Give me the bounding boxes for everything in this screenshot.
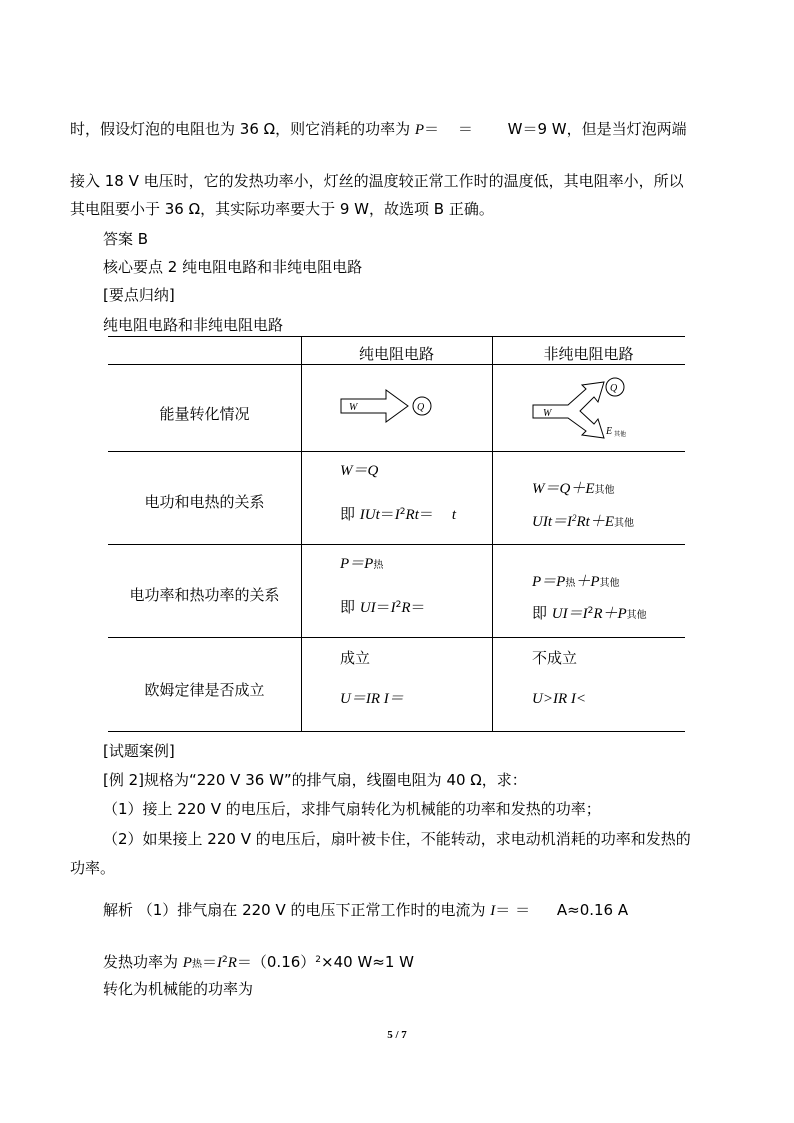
subscript: 其他 (626, 610, 647, 621)
solution-text: 解析 （1）排气扇在 220 V 的电压下正常工作时的电流为 (103, 901, 486, 919)
formula-part: Rt＋E (576, 514, 614, 530)
r3-pure-line2 (340, 595, 426, 618)
example-section-label: [试题案例] (103, 742, 175, 760)
subscript: 其他 (599, 578, 620, 589)
formula-part: I (390, 600, 396, 616)
formula-part: ＋P (575, 574, 600, 590)
w-label: W (349, 402, 358, 413)
symbol-p: P (414, 122, 425, 138)
intro-line-1 (70, 119, 687, 140)
example-question-2-cont: 功率。 (70, 859, 116, 877)
r3-nonpure-line2 (532, 601, 647, 626)
superscript: 2 (221, 955, 228, 965)
pure-energy-diagram (340, 384, 440, 430)
row-label-power: 电功率和热功率的关系 (129, 586, 280, 604)
answer-line: 答案 B (103, 230, 149, 248)
prefix-text: 即 (340, 505, 360, 523)
nonpure-energy-diagram (530, 376, 640, 442)
subscript: 其他 (614, 518, 634, 529)
r3-nonpure-line1 (532, 572, 620, 594)
section-heading: 核心要点 2 纯电阻电路和非纯电阻电路 (103, 258, 363, 276)
row-label-work-heat: 电功和电热的关系 (144, 493, 265, 511)
formula-part: IUt (359, 507, 380, 523)
example-question-2: （2）如果接上 220 V 的电压后，扇叶被卡住，不能转动，求电动机消耗的功率和发热的 (103, 830, 691, 848)
formula-part: ×40 W≈1 W (321, 953, 414, 971)
equals-sign: ＝ (201, 953, 217, 971)
q-label: Q (417, 402, 425, 413)
table-border (108, 637, 685, 638)
superscript: 2 (572, 513, 577, 523)
e-label: E (606, 426, 613, 437)
table-border (301, 336, 302, 732)
prefix-text: 即 (340, 598, 360, 616)
subscript: 热 (373, 560, 384, 571)
formula-part: R＋P (593, 606, 627, 622)
subscript: 其他 (594, 485, 615, 496)
symbol-i: I (490, 903, 496, 919)
summary-label: [要点归纳] (103, 286, 175, 304)
formula-part: UIt＝I (532, 514, 572, 530)
superscript: 2 (315, 955, 322, 965)
formula-part: P＝P (532, 574, 566, 590)
formula-part: ＝（0.16） (236, 953, 316, 971)
e-subscript: 其他 (614, 431, 627, 438)
prefix-text: 即 (532, 604, 552, 622)
example-stem: [例 2]规格为“220 V 36 W”的排气扇，线圈电阻为 40 Ω，求： (103, 771, 527, 789)
row-label-ohm: 欧姆定律是否成立 (144, 681, 265, 699)
page-number: 5 / 7 (387, 1029, 407, 1041)
formula-part: R (401, 600, 411, 616)
header-pure: 纯电阻电路 (358, 345, 434, 363)
r4-nonpure-line1: 不成立 (532, 649, 578, 667)
q-label: Q (610, 383, 618, 394)
subscript: 热 (565, 578, 576, 589)
intro-line-3: 其电阻要小于 36 Ω，其实际功率要大于 9 W，故选项 B 正确。 (70, 200, 494, 218)
superscript: 2 (587, 606, 594, 616)
table-border (108, 336, 685, 337)
solution-text: 发热功率为 (103, 953, 179, 971)
solution-line-3: 转化为机械能的功率为 (103, 980, 254, 998)
intro-text: 时，假设灯泡的电阻也为 36 Ω，则它消耗的功率为 (70, 120, 411, 138)
header-nonpure: 非纯电阻电路 (543, 345, 634, 363)
r2-nonpure-line2 (532, 508, 634, 534)
table-caption: 纯电阻电路和非纯电阻电路 (103, 316, 284, 334)
table-border (492, 336, 493, 732)
symbol-r: R (227, 955, 237, 971)
formula-part: Rt (405, 507, 419, 523)
superscript: 2 (399, 507, 406, 517)
formula-part: UI (359, 600, 376, 616)
r4-pure-line2: U＝IR I＝ (340, 691, 404, 707)
formula-part: t (451, 507, 457, 523)
symbol-i: I (216, 955, 222, 971)
equals-sign: ＝ (375, 598, 391, 616)
equals-signs: ＝ ＝ (495, 901, 531, 919)
solution-line-2 (103, 950, 414, 975)
equals-sign: ＝ (379, 505, 395, 523)
intro-line-2: 接入 18 V 电压时，它的发热功率小，灯丝的温度较正常工作时的温度低，其电阻率小，所以 (70, 172, 684, 190)
formula-part: W＝Q＋E (532, 481, 595, 497)
subscript: 热 (191, 959, 202, 970)
solution-line-1 (103, 900, 628, 921)
r4-pure-line1: 成立 (340, 649, 371, 667)
formula-part: P＝P (340, 556, 374, 572)
w-label: W (543, 408, 552, 419)
r2-pure-line2 (340, 502, 456, 525)
formula-part: I (394, 507, 400, 523)
equals-sign: ＝ (418, 505, 434, 523)
row-label-energy: 能量转化情况 (159, 405, 250, 423)
r2-pure-line1: W＝Q (340, 463, 379, 479)
table-border (108, 451, 685, 452)
intro-text: W＝9 W，但是当灯泡两端 (507, 120, 687, 138)
equals-sign: ＝ (410, 598, 426, 616)
r2-nonpure-line1 (532, 479, 615, 501)
r4-nonpure-line2: U>IR I< (532, 691, 586, 707)
table-border (108, 731, 685, 732)
symbol-p: P (182, 955, 192, 971)
example-question-1: （1）接上 220 V 的电压后，求排气扇转化为机械能的功率和发热的功率； (103, 800, 601, 818)
equals-sign: ＝ (424, 120, 440, 138)
table-border (108, 364, 685, 365)
superscript: 2 (395, 600, 402, 610)
formula-part: UI＝I (551, 606, 588, 622)
r3-pure-line1 (340, 554, 383, 576)
current-value: A≈0.16 A (556, 901, 629, 919)
equals-sign: ＝ (457, 120, 473, 138)
table-border (108, 544, 685, 545)
